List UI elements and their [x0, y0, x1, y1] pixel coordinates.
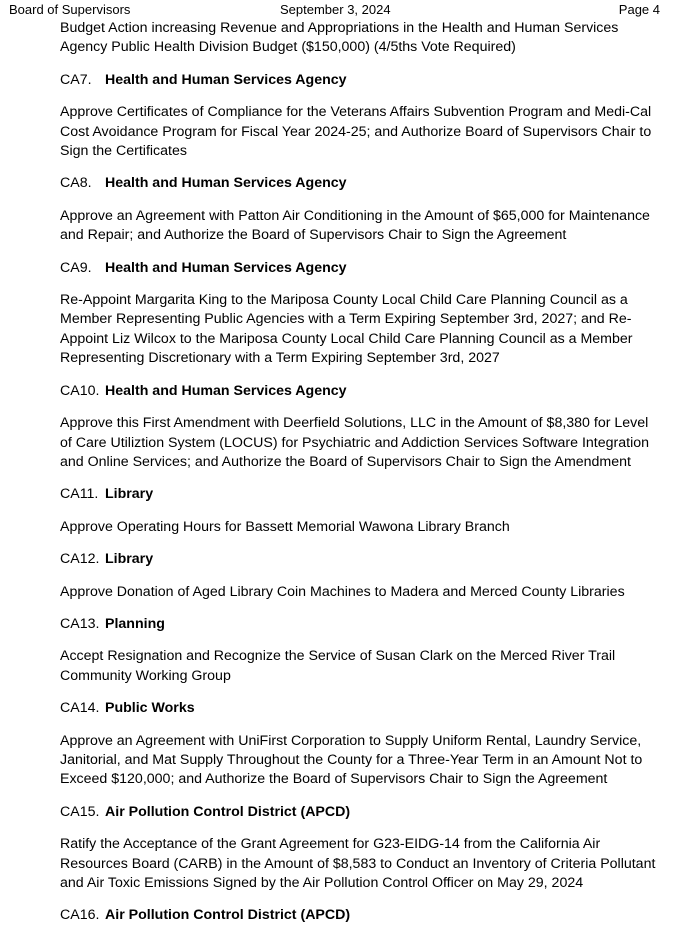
item-number: CA10. [60, 382, 100, 399]
item-department: Air Pollution Control District (APCD) [105, 803, 351, 820]
agenda-item-ca8 [60, 174, 664, 245]
agenda-item-ca14 [60, 699, 664, 790]
item-department: Public Works [105, 700, 195, 717]
agenda-content [60, 19, 664, 939]
item-number: CA14. [60, 700, 100, 717]
item-header [60, 259, 664, 278]
page-header [0, 0, 660, 20]
item-description: Accept Resignation and Recognize the Service of Susan Clark on the Merced River Trail Community Working Group [60, 648, 616, 684]
item-department: Library [105, 486, 154, 503]
agenda-item-ca9 [60, 259, 664, 369]
item-description: Approve an Agreement with UniFirst Corporation to Supply Uniform Rental, Laundry Service, Janitorial, and Mat Supply Throughout the County for a Three-Year Term in an Amount Not to Exceed $120,000; and Authorize the Board of Supervisors Chair to Sign the Agreement [60, 732, 643, 788]
item-department: Planning [105, 615, 165, 632]
item-header [60, 485, 664, 504]
item-header [60, 550, 664, 569]
agenda-item-ca15 [60, 803, 664, 894]
item-description: Approve Certificates of Compliance for the Veterans Affairs Subvention Program and Medi-Cal Cost Avoidance Program for Fiscal Year 2024-25; and Authorize Board of Supervisors Chair to Sign the Certificates [60, 104, 652, 160]
item-department: Health and Human Services Agency [105, 259, 347, 276]
item-number: CA9. [60, 259, 92, 276]
continued-item-text: Budget Action increasing Revenue and Appropriations in the Health and Human Services Agency Public Health Division Budget ($150,000) (4/5ths Vote Required) [60, 20, 619, 56]
item-description: Approve Operating Hours for Bassett Memorial Wawona Library Branch [60, 518, 510, 535]
item-department: Health and Human Services Agency [105, 175, 347, 192]
item-header [60, 803, 664, 822]
item-header [60, 615, 664, 634]
item-number: CA8. [60, 175, 92, 192]
item-department: Library [105, 551, 154, 568]
agenda-item-ca12 [60, 550, 664, 602]
item-header [60, 699, 664, 718]
item-description: Re-Appoint Margarita King to the Mariposa County Local Child Care Planning Council as a Member Representing Public Agencies with a Term Expiring September 3rd, 2027; and Re-Appoint Liz Wilcox to the Mariposa County Local Child Care Planning Council as a Member Representing Discretionary with a Term Expiring September 3rd, 2027 [60, 292, 633, 367]
item-description: Approve Donation of Aged Library Coin Machines to Madera and Merced County Libraries [60, 583, 625, 600]
item-description: Ratify the Acceptance of the Grant Agreement for G23-EIDG-14 from the California Air Resources Board (CARB) in the Amount of $8,583 to Conduct an Inventory of Criteria Pollutant and Air Toxic Emissions Signed by the Air Pollution Control Officer on May 29, 2024 [60, 836, 656, 891]
item-header [60, 382, 664, 401]
item-description: Approve an Agreement with Patton Air Conditioning in the Amount of $65,000 for Maintenance and Repair; and Authorize the Board of Supervisors Chair to Sign the Agreement [60, 207, 650, 244]
item-header [60, 174, 664, 193]
agenda-item-ca13 [60, 615, 664, 686]
header-date: September 3, 2024 [280, 2, 391, 17]
item-number: CA16. [60, 907, 100, 924]
item-number: CA7. [60, 71, 92, 88]
item-number: CA15. [60, 803, 100, 820]
item-number: CA13. [60, 615, 100, 632]
header-page-number: Page 4 [618, 2, 660, 17]
header-board-name: Board of Supervisors [9, 2, 131, 17]
item-description: Approve this First Amendment with Deerfield Solutions, LLC in the Amount of $8,380 for Level of Care Utiliztion System (LOCUS) for Psychiatric and Addiction Services Software Integration and Online Services; and Authorize the Board of Supervisors Chair to Sign the Amendment [60, 415, 650, 470]
item-header [60, 906, 664, 925]
agenda-item-ca16 [60, 906, 664, 925]
item-header [60, 71, 664, 90]
item-number: CA11. [60, 486, 99, 503]
agenda-item-ca11 [60, 485, 664, 537]
item-department: Health and Human Services Agency [105, 71, 347, 88]
agenda-item-ca10 [60, 382, 664, 473]
item-number: CA12. [60, 551, 100, 568]
item-department: Air Pollution Control District (APCD) [105, 907, 351, 924]
item-department: Health and Human Services Agency [105, 382, 347, 399]
agenda-item-ca7 [60, 71, 664, 162]
